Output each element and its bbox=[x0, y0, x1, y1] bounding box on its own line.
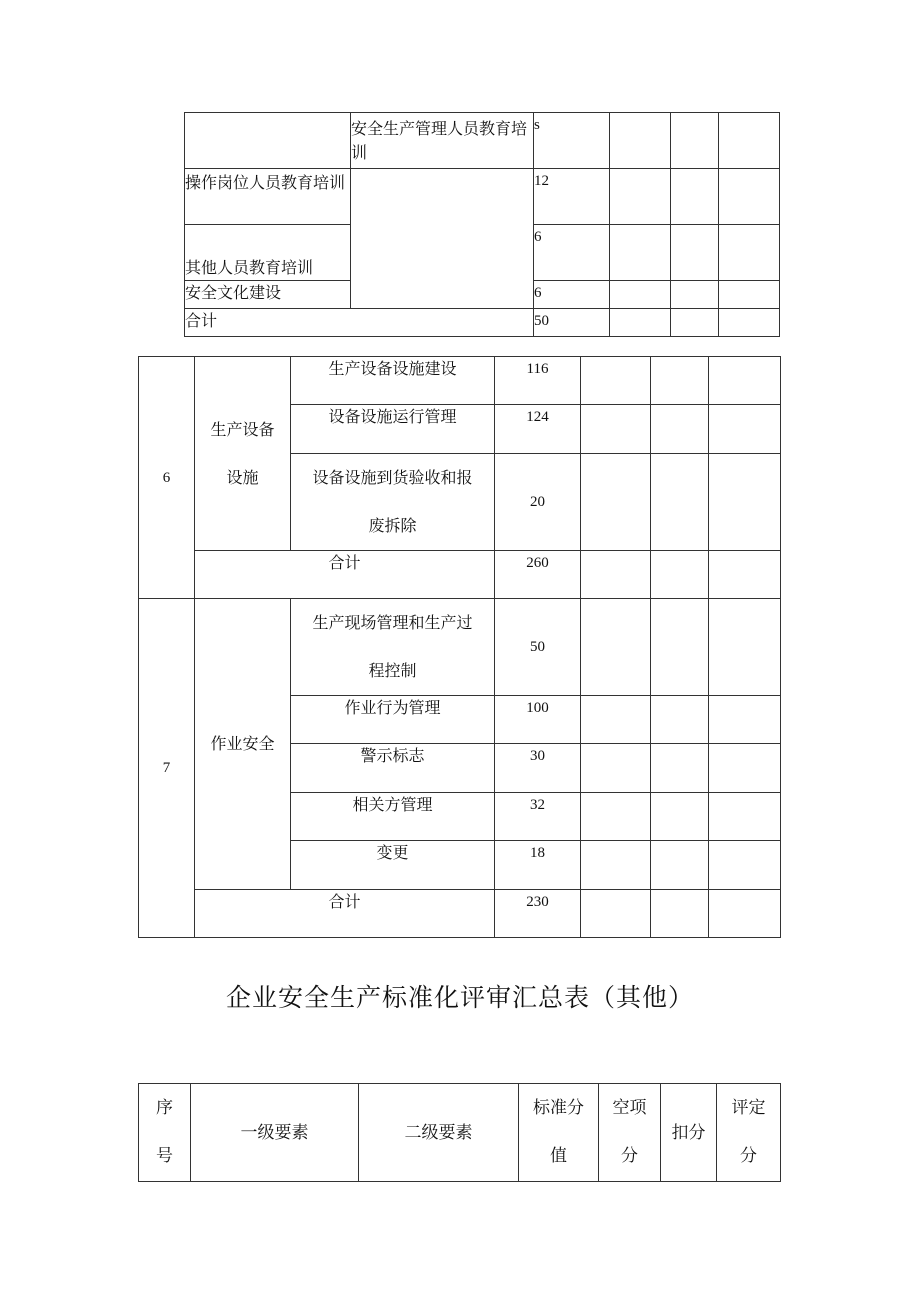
total-label-cell: 合计 bbox=[195, 551, 495, 599]
training-table bbox=[184, 112, 780, 337]
empty-cell bbox=[709, 357, 781, 405]
level2-cell: 变更 bbox=[291, 841, 495, 890]
score-cell: 124 bbox=[495, 405, 581, 454]
empty-cell bbox=[671, 169, 719, 225]
empty-cell bbox=[651, 793, 709, 841]
header-line: 评定 bbox=[731, 1098, 766, 1118]
level2-line: 废拆除 bbox=[368, 516, 417, 535]
level2-line: 程控制 bbox=[368, 661, 417, 680]
empty-cell bbox=[610, 281, 671, 309]
level1-cell: 作业安全 bbox=[195, 599, 291, 890]
empty-cell bbox=[709, 551, 781, 599]
level2-line: 设备设施到货验收和报 bbox=[312, 468, 473, 487]
total-score-cell: 230 bbox=[495, 890, 581, 938]
empty-merged-cell bbox=[351, 169, 534, 309]
header-line: 值 bbox=[550, 1146, 567, 1166]
empty-cell bbox=[719, 281, 780, 309]
empty-cell bbox=[709, 599, 781, 696]
element-table bbox=[138, 356, 781, 938]
section-index: 6 bbox=[139, 357, 195, 599]
table-row bbox=[185, 309, 780, 337]
empty-cell bbox=[709, 696, 781, 744]
empty-cell bbox=[651, 599, 709, 696]
header-line: 序 bbox=[156, 1098, 173, 1118]
level2-cell: 作业行为管理 bbox=[291, 696, 495, 744]
score-cell: 100 bbox=[495, 696, 581, 744]
score-cell: 50 bbox=[495, 599, 581, 696]
empty-cell bbox=[185, 113, 351, 169]
empty-cell bbox=[651, 357, 709, 405]
section-index: 7 bbox=[139, 599, 195, 938]
table-row bbox=[139, 599, 781, 696]
score-cell: 6 bbox=[534, 225, 610, 281]
header-line: 号 bbox=[156, 1146, 173, 1166]
empty-cell bbox=[709, 454, 781, 551]
header-line: 分 bbox=[621, 1146, 638, 1166]
score-cell: 30 bbox=[495, 744, 581, 793]
table-row bbox=[139, 890, 781, 938]
empty-cell bbox=[709, 744, 781, 793]
empty-cell bbox=[719, 309, 780, 337]
level1-line: 生产设备 bbox=[210, 419, 275, 439]
level2-cell bbox=[291, 454, 495, 551]
header-line: 分 bbox=[740, 1146, 757, 1166]
level1-cell: 操作岗位人员教育培训 bbox=[185, 169, 351, 225]
empty-cell bbox=[709, 841, 781, 890]
table-row bbox=[185, 169, 780, 225]
empty-cell bbox=[581, 696, 651, 744]
empty-cell bbox=[671, 113, 719, 169]
header-level2: 二级要素 bbox=[359, 1084, 519, 1182]
empty-cell bbox=[610, 169, 671, 225]
empty-cell bbox=[581, 405, 651, 454]
empty-cell bbox=[671, 281, 719, 309]
score-cell: s bbox=[534, 113, 610, 169]
empty-cell bbox=[651, 405, 709, 454]
empty-cell bbox=[581, 890, 651, 938]
header-standard-score bbox=[519, 1084, 599, 1182]
score-cell: 20 bbox=[495, 454, 581, 551]
empty-cell bbox=[651, 890, 709, 938]
page-title: 企业安全生产标准化评审汇总表（其他） bbox=[225, 983, 694, 1012]
empty-cell bbox=[719, 113, 780, 169]
level1-cell: 其他人员教育培训 bbox=[185, 225, 351, 281]
summary-header-table bbox=[138, 1083, 781, 1182]
empty-cell bbox=[581, 793, 651, 841]
level2-cell: 设备设施运行管理 bbox=[291, 405, 495, 454]
total-score-cell: 260 bbox=[495, 551, 581, 599]
empty-cell bbox=[671, 225, 719, 281]
table-row bbox=[139, 357, 781, 405]
empty-cell bbox=[671, 309, 719, 337]
score-cell: 12 bbox=[534, 169, 610, 225]
empty-cell bbox=[610, 113, 671, 169]
level2-cell: 安全生产管理人员教育培训 bbox=[351, 113, 534, 169]
empty-cell bbox=[610, 225, 671, 281]
header-deduction: 扣分 bbox=[661, 1084, 717, 1182]
level2-line: 生产现场管理和生产过 bbox=[312, 613, 473, 632]
empty-cell bbox=[651, 841, 709, 890]
empty-cell bbox=[709, 793, 781, 841]
empty-cell bbox=[709, 890, 781, 938]
header-final-score bbox=[717, 1084, 781, 1182]
score-cell: 116 bbox=[495, 357, 581, 405]
table-row bbox=[185, 113, 780, 169]
empty-cell bbox=[581, 599, 651, 696]
header-seq bbox=[139, 1084, 191, 1182]
empty-cell bbox=[651, 454, 709, 551]
header-line: 标准分 bbox=[533, 1098, 584, 1118]
empty-cell bbox=[651, 744, 709, 793]
empty-cell bbox=[651, 551, 709, 599]
header-empty-score bbox=[599, 1084, 661, 1182]
level2-cell: 警示标志 bbox=[291, 744, 495, 793]
level2-cell bbox=[291, 599, 495, 696]
level2-cell: 相关方管理 bbox=[291, 793, 495, 841]
empty-cell bbox=[581, 357, 651, 405]
empty-cell bbox=[610, 309, 671, 337]
empty-cell bbox=[719, 169, 780, 225]
empty-cell bbox=[581, 841, 651, 890]
empty-cell bbox=[719, 225, 780, 281]
header-row bbox=[139, 1084, 781, 1182]
score-cell: 6 bbox=[534, 281, 610, 309]
empty-cell bbox=[581, 744, 651, 793]
level1-cell bbox=[195, 357, 291, 551]
header-line: 空项 bbox=[612, 1098, 647, 1118]
header-level1: 一级要素 bbox=[191, 1084, 359, 1182]
level1-line: 设施 bbox=[226, 467, 259, 487]
level2-cell: 生产设备设施建设 bbox=[291, 357, 495, 405]
empty-cell bbox=[581, 551, 651, 599]
empty-cell bbox=[709, 405, 781, 454]
total-label-cell: 合计 bbox=[185, 309, 534, 337]
level1-cell: 安全文化建设 bbox=[185, 281, 351, 309]
score-cell: 18 bbox=[495, 841, 581, 890]
total-label-cell: 合计 bbox=[195, 890, 495, 938]
empty-cell bbox=[651, 696, 709, 744]
total-score-cell: 50 bbox=[534, 309, 610, 337]
empty-cell bbox=[581, 454, 651, 551]
score-cell: 32 bbox=[495, 793, 581, 841]
table-row bbox=[139, 551, 781, 599]
